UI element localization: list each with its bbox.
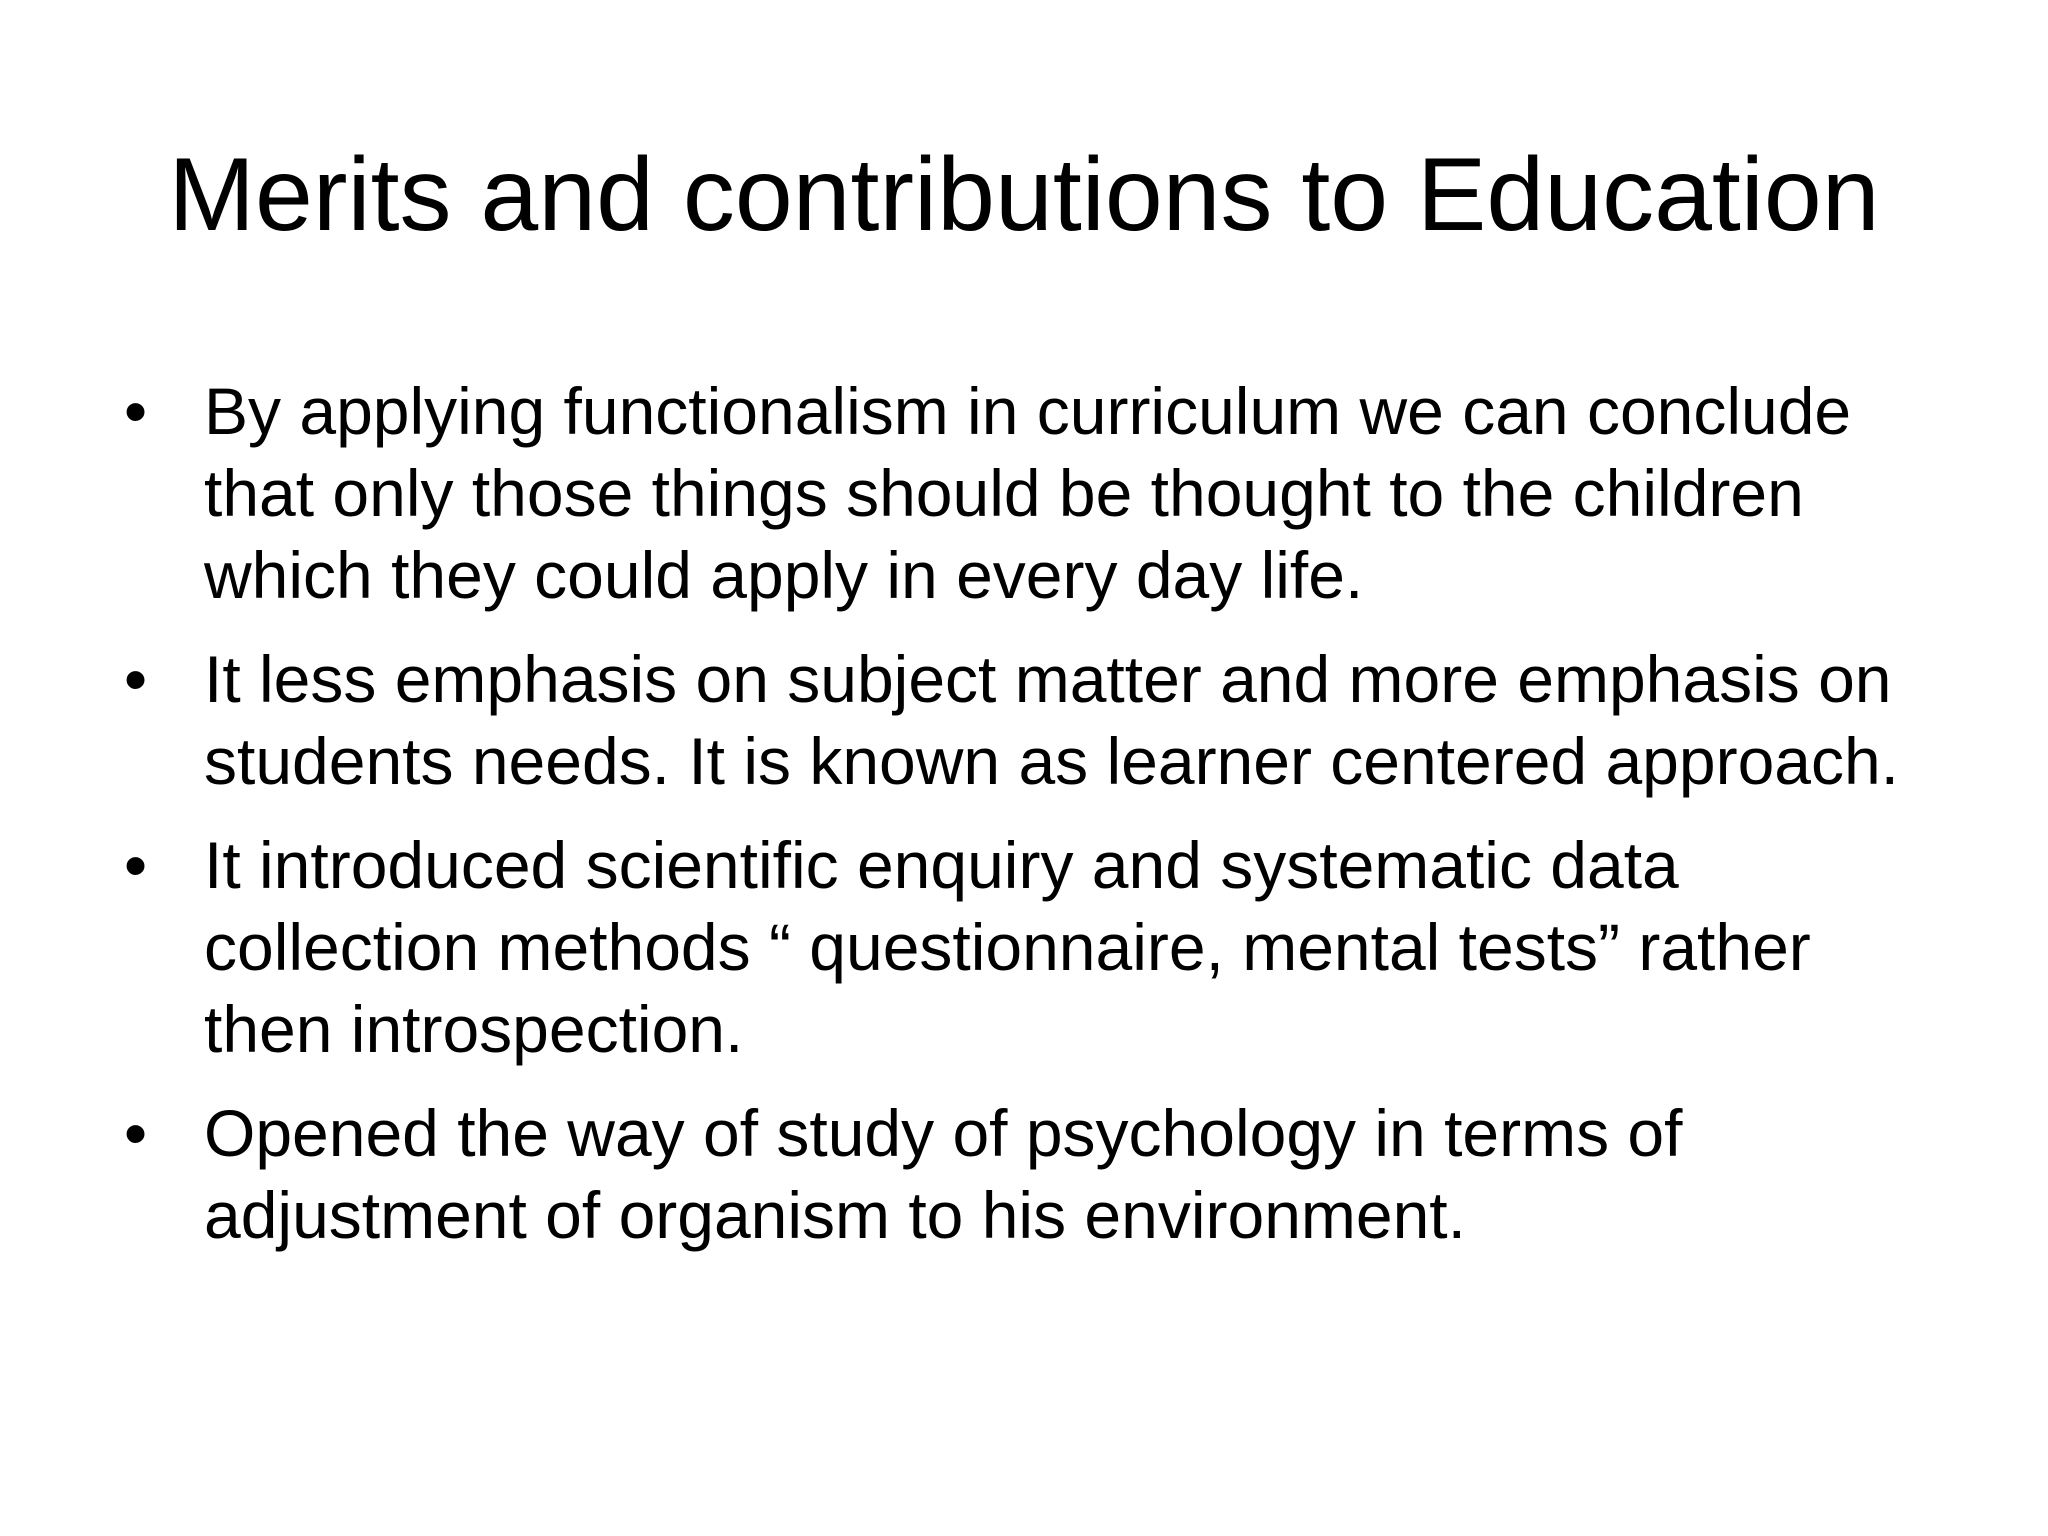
bullet-icon: • (124, 642, 148, 716)
bullet-item (120, 638, 1940, 802)
bullet-text: Opened the way of study of psychology in terms of adjustment of organism to his environment. (204, 1096, 1683, 1252)
bullet-icon: • (124, 374, 148, 448)
bullet-list (120, 370, 1940, 1278)
bullet-text: It introduced scientific enquiry and systematic data collection methods “ questionnaire, mental tests” rather then introspection. (204, 828, 1811, 1066)
bullet-item (120, 370, 1940, 616)
bullet-icon: • (124, 828, 148, 902)
bullet-icon: • (124, 1096, 148, 1170)
bullet-item (120, 1092, 1940, 1256)
bullet-text: By applying functionalism in curriculum we can conclude that only those things should be thought to the children which they could apply in every day life. (204, 374, 1852, 612)
bullet-text: It less emphasis on subject matter and more emphasis on students needs. It is known as learner centered approach. (204, 642, 1900, 798)
slide-title: Merits and contributions to Education (168, 137, 1880, 253)
bullet-item (120, 824, 1940, 1070)
